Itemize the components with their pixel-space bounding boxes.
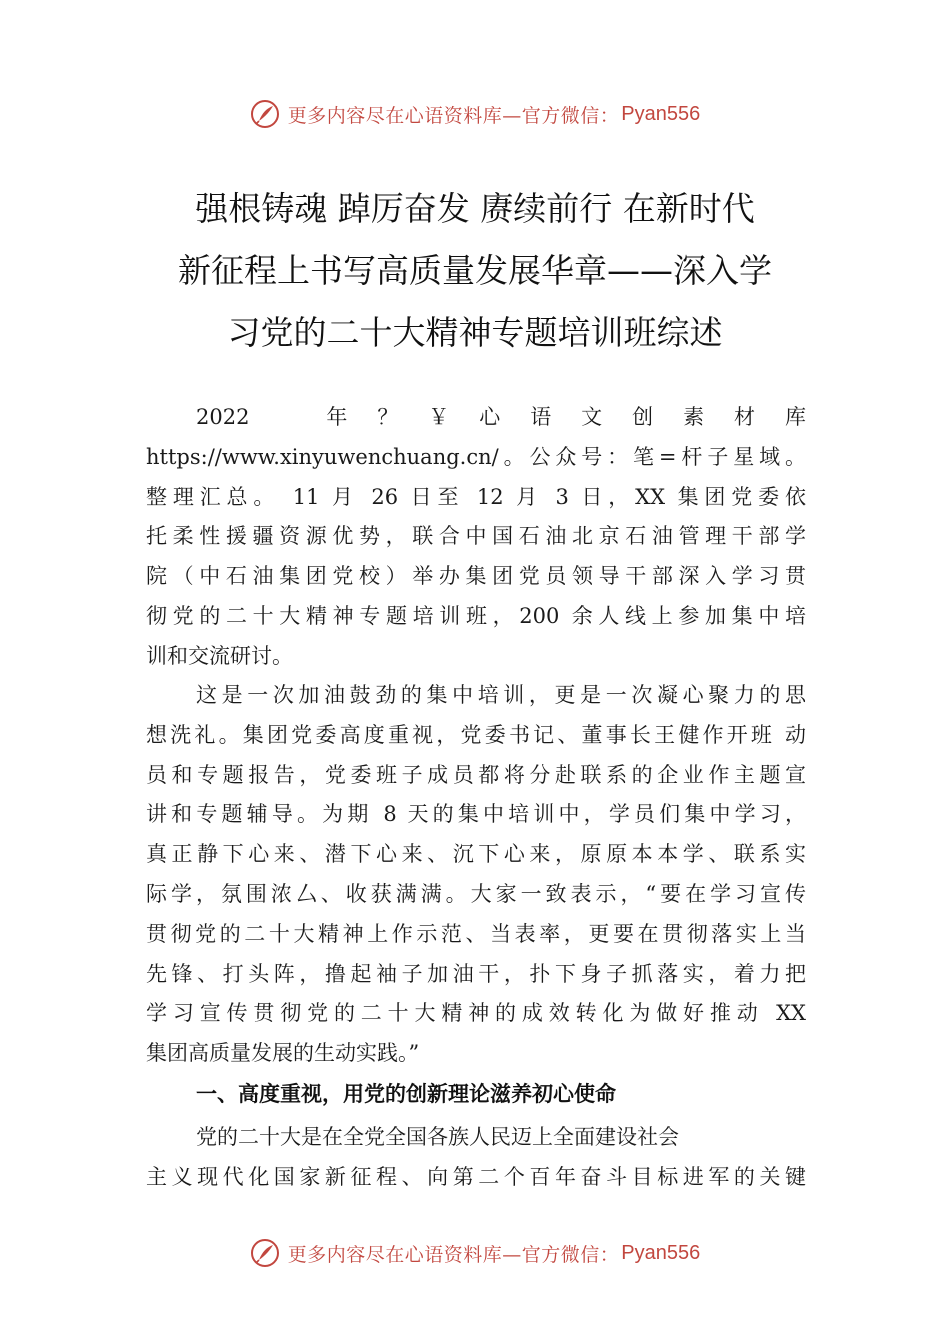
paragraph-line: 讲和专题辅导。为期 8 天的集中培训中，学员们集中学习，	[146, 802, 806, 827]
paragraph-line: 员和专题报告，党委班子成员都将分赴联系的企业作主题宣	[146, 762, 806, 787]
paragraph-line: 彻党的二十大精神专题培训班，200 余人线上参加集中培	[146, 603, 806, 628]
watermark-wechat-id: Pyan556	[621, 1241, 701, 1264]
watermark-text: 更多内容尽在心语资料库—官方微信：	[287, 1243, 620, 1266]
title-line: 强根铸魂 踔厉奋发 赓续前行 在新时代	[195, 189, 755, 228]
paragraph-line: 集团高质量发展的生动实践。”	[146, 1041, 420, 1066]
paragraph-line: 际学，氛围浓厶、收获满满。大家一致表示，“要在学习宣传	[146, 881, 806, 906]
watermark-wechat-id: Pyan556	[621, 102, 701, 125]
paragraph-line: 真正静下心来、潜下心来、沉下心来，原原本本学、联系实	[146, 842, 806, 867]
paragraph-line: 贯彻党的二十大精神上作示范、当表率，更要在贯彻落实上当	[146, 921, 806, 946]
paragraph-line: 院（中石油集团党校）举办集团党员领导干部深入学习贯	[146, 564, 806, 589]
watermark-banner-bottom	[0, 1233, 950, 1273]
paragraph-line: 先锋、打头阵，撸起袖子加油干，扑下身子抓落实，着力把	[146, 961, 806, 986]
title-line: 新征程上书写高质量发展华章——深入学	[178, 251, 772, 290]
paragraph-line: 党的二十大是在全党全国各族人民迈上全面建设社会	[196, 1125, 679, 1149]
paragraph-training	[146, 676, 806, 1074]
section-heading: 一、高度重视，用党的创新理论滋养初心使命	[196, 1082, 616, 1106]
watermark-banner-top	[0, 94, 950, 134]
paragraph-line: 想洗礼。集团党委高度重视，党委书记、董事长王健作开班 动	[146, 722, 806, 747]
feather-pen-icon	[250, 1238, 280, 1268]
paragraph-line: 整理汇总。 11 月 26 日至 12 月 3 日，XX 集团党委依	[146, 484, 806, 509]
paragraph-line: 学习宣传贯彻党的二十大精神的成效转化为做好推动 XX	[146, 1001, 806, 1026]
title-line: 习党的二十大精神专题培训班综述	[227, 313, 723, 352]
paragraph-line: 托柔性援疆资源优势，联合中国石油北京石油管理干部学	[146, 524, 806, 549]
paragraph-line: 2022 年 ？ ￥ 心 语 文 创 素 材 库	[196, 405, 806, 429]
paragraph-congress	[146, 1118, 806, 1198]
paragraph-line: 主义现代化国家新征程、向第二个百年奋斗目标进军的关键	[146, 1164, 806, 1189]
feather-pen-icon	[250, 99, 280, 129]
watermark-text: 更多内容尽在心语资料库—官方微信：	[287, 104, 620, 127]
paragraph-line: 训和交流研讨。	[146, 643, 293, 668]
paragraph-line: https://www.xinyuwenchuang.cn/。公众号：笔=杆子星域。	[146, 444, 806, 469]
paragraph-intro	[146, 398, 806, 677]
paragraph-line: 这是一次加油鼓劲的集中培训，更是一次凝心聚力的思	[196, 683, 806, 707]
document-title	[140, 178, 810, 364]
